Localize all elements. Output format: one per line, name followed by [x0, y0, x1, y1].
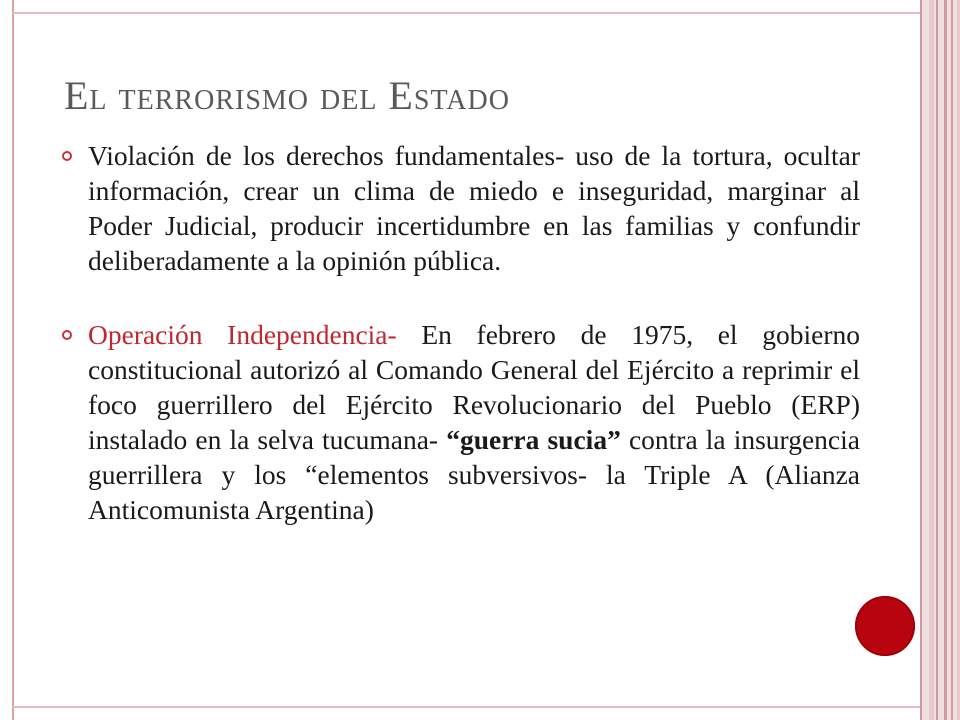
bullet-highlight: Operación Independencia-	[88, 319, 397, 350]
bullet-text: Violación de los derechos fundamentales- uso de la tortura, ocultar información, crear un clima de miedo e inseguridad, marginar al Poder Judicial, producir incertidumbre en las familias y confundir deliberadamente a la opinión pública.	[88, 140, 860, 276]
bullet-emphasis: “guerra sucia”	[446, 424, 621, 455]
bullet-text: contra la insurgencia guerrillera y los “elementos subversivos- la Triple A (Alianza Anticomunista Argentina)	[88, 424, 860, 525]
decorative-stripe	[951, 0, 953, 720]
frame-top-border	[12, 12, 920, 14]
bullet-text: En febrero de 1975, el gobierno constitucional autorizó al Comando General del Ejército a reprimir el foco guerrillero del Ejército Revolucionario del Pueblo (ERP) instalado en la selva tucumana-	[88, 319, 860, 455]
frame-bottom-border	[12, 706, 920, 708]
ring-bullet-icon	[62, 151, 72, 161]
decorative-stripe	[944, 0, 947, 720]
bullet-list	[60, 138, 860, 527]
decorative-stripe	[929, 0, 934, 720]
decorative-stripe	[920, 0, 922, 720]
ring-bullet-icon	[62, 330, 72, 340]
bullet-item	[60, 317, 860, 527]
red-circle-decoration	[855, 596, 915, 656]
decorative-stripe	[936, 0, 938, 720]
frame-left-border	[12, 0, 14, 720]
decorative-side-band	[920, 0, 960, 720]
slide-title: El terrorismo del Estado	[64, 73, 510, 118]
bullet-item	[60, 138, 860, 278]
